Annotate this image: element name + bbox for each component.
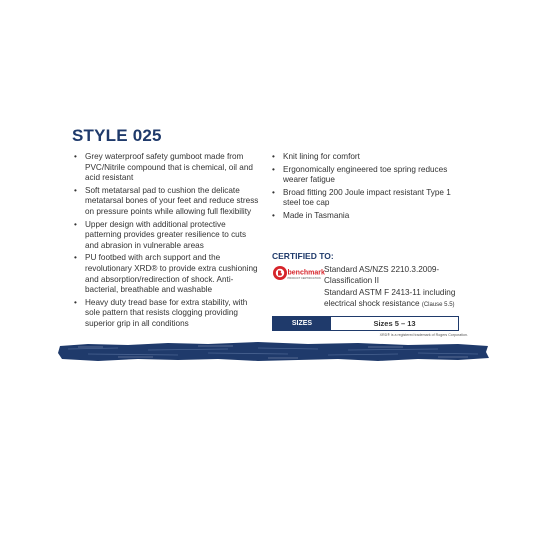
list-item: • Ergonomically engineered toe spring reduces wearer fatigue [272, 165, 457, 186]
sizes-value: Sizes 5 – 13 [373, 319, 416, 328]
benchmark-logo [272, 263, 325, 285]
sizes-label: SIZES [273, 317, 331, 330]
list-item: • Broad fitting 200 Joule impact resistant Type 1 steel toe cap [272, 188, 457, 209]
list-item: • Grey waterproof safety gumboot made from PVC/Nitrile compound that is chemical, oil and acid resistant [74, 152, 262, 184]
list-item: • Upper design with additional protective patterning provides greater resilience to cuts and abrasion in vulnerable areas [74, 220, 262, 252]
logo-text: benchmark [287, 269, 325, 277]
standard-2-note: (Clause 5.5) [421, 301, 455, 308]
sizes-bar [272, 316, 459, 331]
list-item: • Soft metatarsal pad to cushion the delicate metatarsal bones of your feet and reduce stress on pressure points while allowing full flexibility [74, 186, 262, 218]
logo-subtext: PRODUCT CERTIFICATION [287, 277, 321, 280]
trademark-note: XRD® is a registered trademark of Rogers Corporation. [379, 333, 468, 337]
certified-heading: CERTIFIED TO: [272, 251, 334, 261]
feature-list-left [74, 152, 262, 332]
feature-list-right [272, 152, 457, 224]
list-item: • Heavy duty tread base for extra stability, with sole pattern that resists clogging providing superior grip in all conditions [74, 298, 262, 330]
standard-2: Standard ASTM F 2413-11 including electrical shock resistance [324, 288, 456, 308]
page-title: STYLE 025 [72, 126, 162, 145]
standard-2-block [324, 288, 464, 310]
brush-stroke-banner [58, 340, 490, 364]
list-item: • Knit lining for comfort [272, 152, 457, 163]
list-item: • Made in Tasmania [272, 211, 457, 222]
standard-1: Standard AS/NZS 2210.3.2009-Classification II [324, 265, 440, 285]
list-item: • PU footbed with arch support and the revolutionary XRD® to provide extra cushioning and absorption/redirection of shock. Anti-bacterial, breathable and washable [74, 253, 262, 295]
